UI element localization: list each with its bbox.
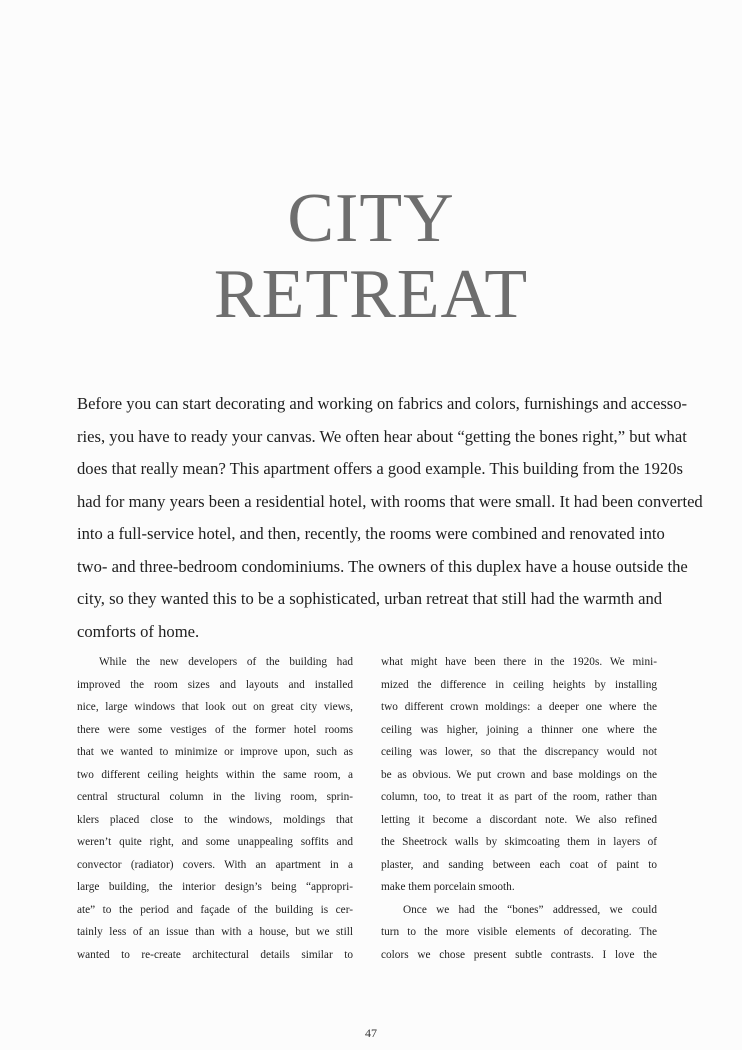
- column-line: improved the room sizes and layouts and installed: [77, 678, 353, 691]
- column-line: large building, the interior design’s being “appropri-: [77, 881, 353, 893]
- column-line: plaster, and sanding between each coat of paint to: [381, 858, 657, 871]
- column-line: While the new developers of the building had: [99, 656, 353, 668]
- column-line: that we wanted to minimize or improve upon, such as: [77, 746, 353, 758]
- column-line: klers placed close to the windows, moldings that: [77, 813, 353, 826]
- column-line: mized the difference in ceiling heights by installing: [381, 678, 657, 691]
- column-line: letting it become a discordant note. We also refined: [381, 813, 657, 826]
- intro-line: ries, you have to ready your canvas. We often hear about “getting the bones right,” but what: [77, 426, 687, 446]
- column-line: turn to the more visible elements of decorating. The: [381, 926, 657, 938]
- column-line: two different ceiling heights within the same room, a: [77, 768, 353, 781]
- intro-line: does that really mean? This apartment offers a good example. This building from the 1920s: [77, 459, 683, 478]
- intro-line: into a full-service hotel, and then, recently, the rooms were combined and renovated into: [77, 524, 665, 543]
- column-line: nice, large windows that look out on great city views,: [77, 701, 353, 713]
- intro-paragraph: [77, 388, 703, 648]
- body-column-left: [77, 651, 353, 966]
- intro-line: had for many years been a residential hotel, with rooms that were small. It had been converted: [77, 491, 703, 511]
- intro-line: Before you can start decorating and working on fabrics and colors, furnishings and accesso-: [77, 394, 688, 413]
- page-number: 47: [365, 1026, 377, 1040]
- page-title-line-2: RETREAT: [213, 256, 529, 333]
- column-line: be as obvious. We put crown and base moldings on the: [381, 768, 657, 781]
- column-line: convector (radiator) covers. With an apartment in a: [77, 858, 353, 871]
- column-line: ate” to the period and façade of the building is cer-: [77, 903, 353, 916]
- intro-line: city, so they wanted this to be a sophisticated, urban retreat that still had the warmth and: [77, 589, 663, 608]
- column-line: weren’t quite right, and some unappealing soffits and: [77, 836, 353, 848]
- column-line: ceiling was higher, joining a thinner one where the: [381, 723, 657, 736]
- column-line: the Sheetrock walls by skimcoating them in layers of: [381, 836, 657, 848]
- column-line: wanted to re-create architectural details similar to: [77, 948, 353, 961]
- column-line: colors we chose present subtle contrasts. I love the: [381, 948, 657, 961]
- body-column-right: [381, 651, 657, 966]
- intro-line: two- and three-bedroom condominiums. The owners of this duplex have a house outside the: [77, 556, 688, 576]
- page-title-line-1: CITY: [287, 180, 455, 257]
- column-line: what might have been there in the 1920s. We mini-: [381, 656, 657, 668]
- column-line: column, too, to treat it as part of the room, rather than: [381, 791, 657, 803]
- column-line: two different crown moldings: a deeper one where the: [381, 701, 657, 713]
- column-line: ceiling was lower, so that the discrepancy would not: [381, 746, 657, 758]
- column-line: tainly less of an issue than with a house, but we still: [77, 926, 353, 938]
- intro-line: comforts of home.: [77, 621, 200, 641]
- column-line: make them porcelain smooth.: [381, 881, 515, 893]
- column-line: there were some vestiges of the former hotel rooms: [77, 723, 353, 736]
- column-line: central structural column in the living room, sprin-: [77, 791, 353, 803]
- column-line: Once we had the “bones” addressed, we could: [403, 903, 657, 916]
